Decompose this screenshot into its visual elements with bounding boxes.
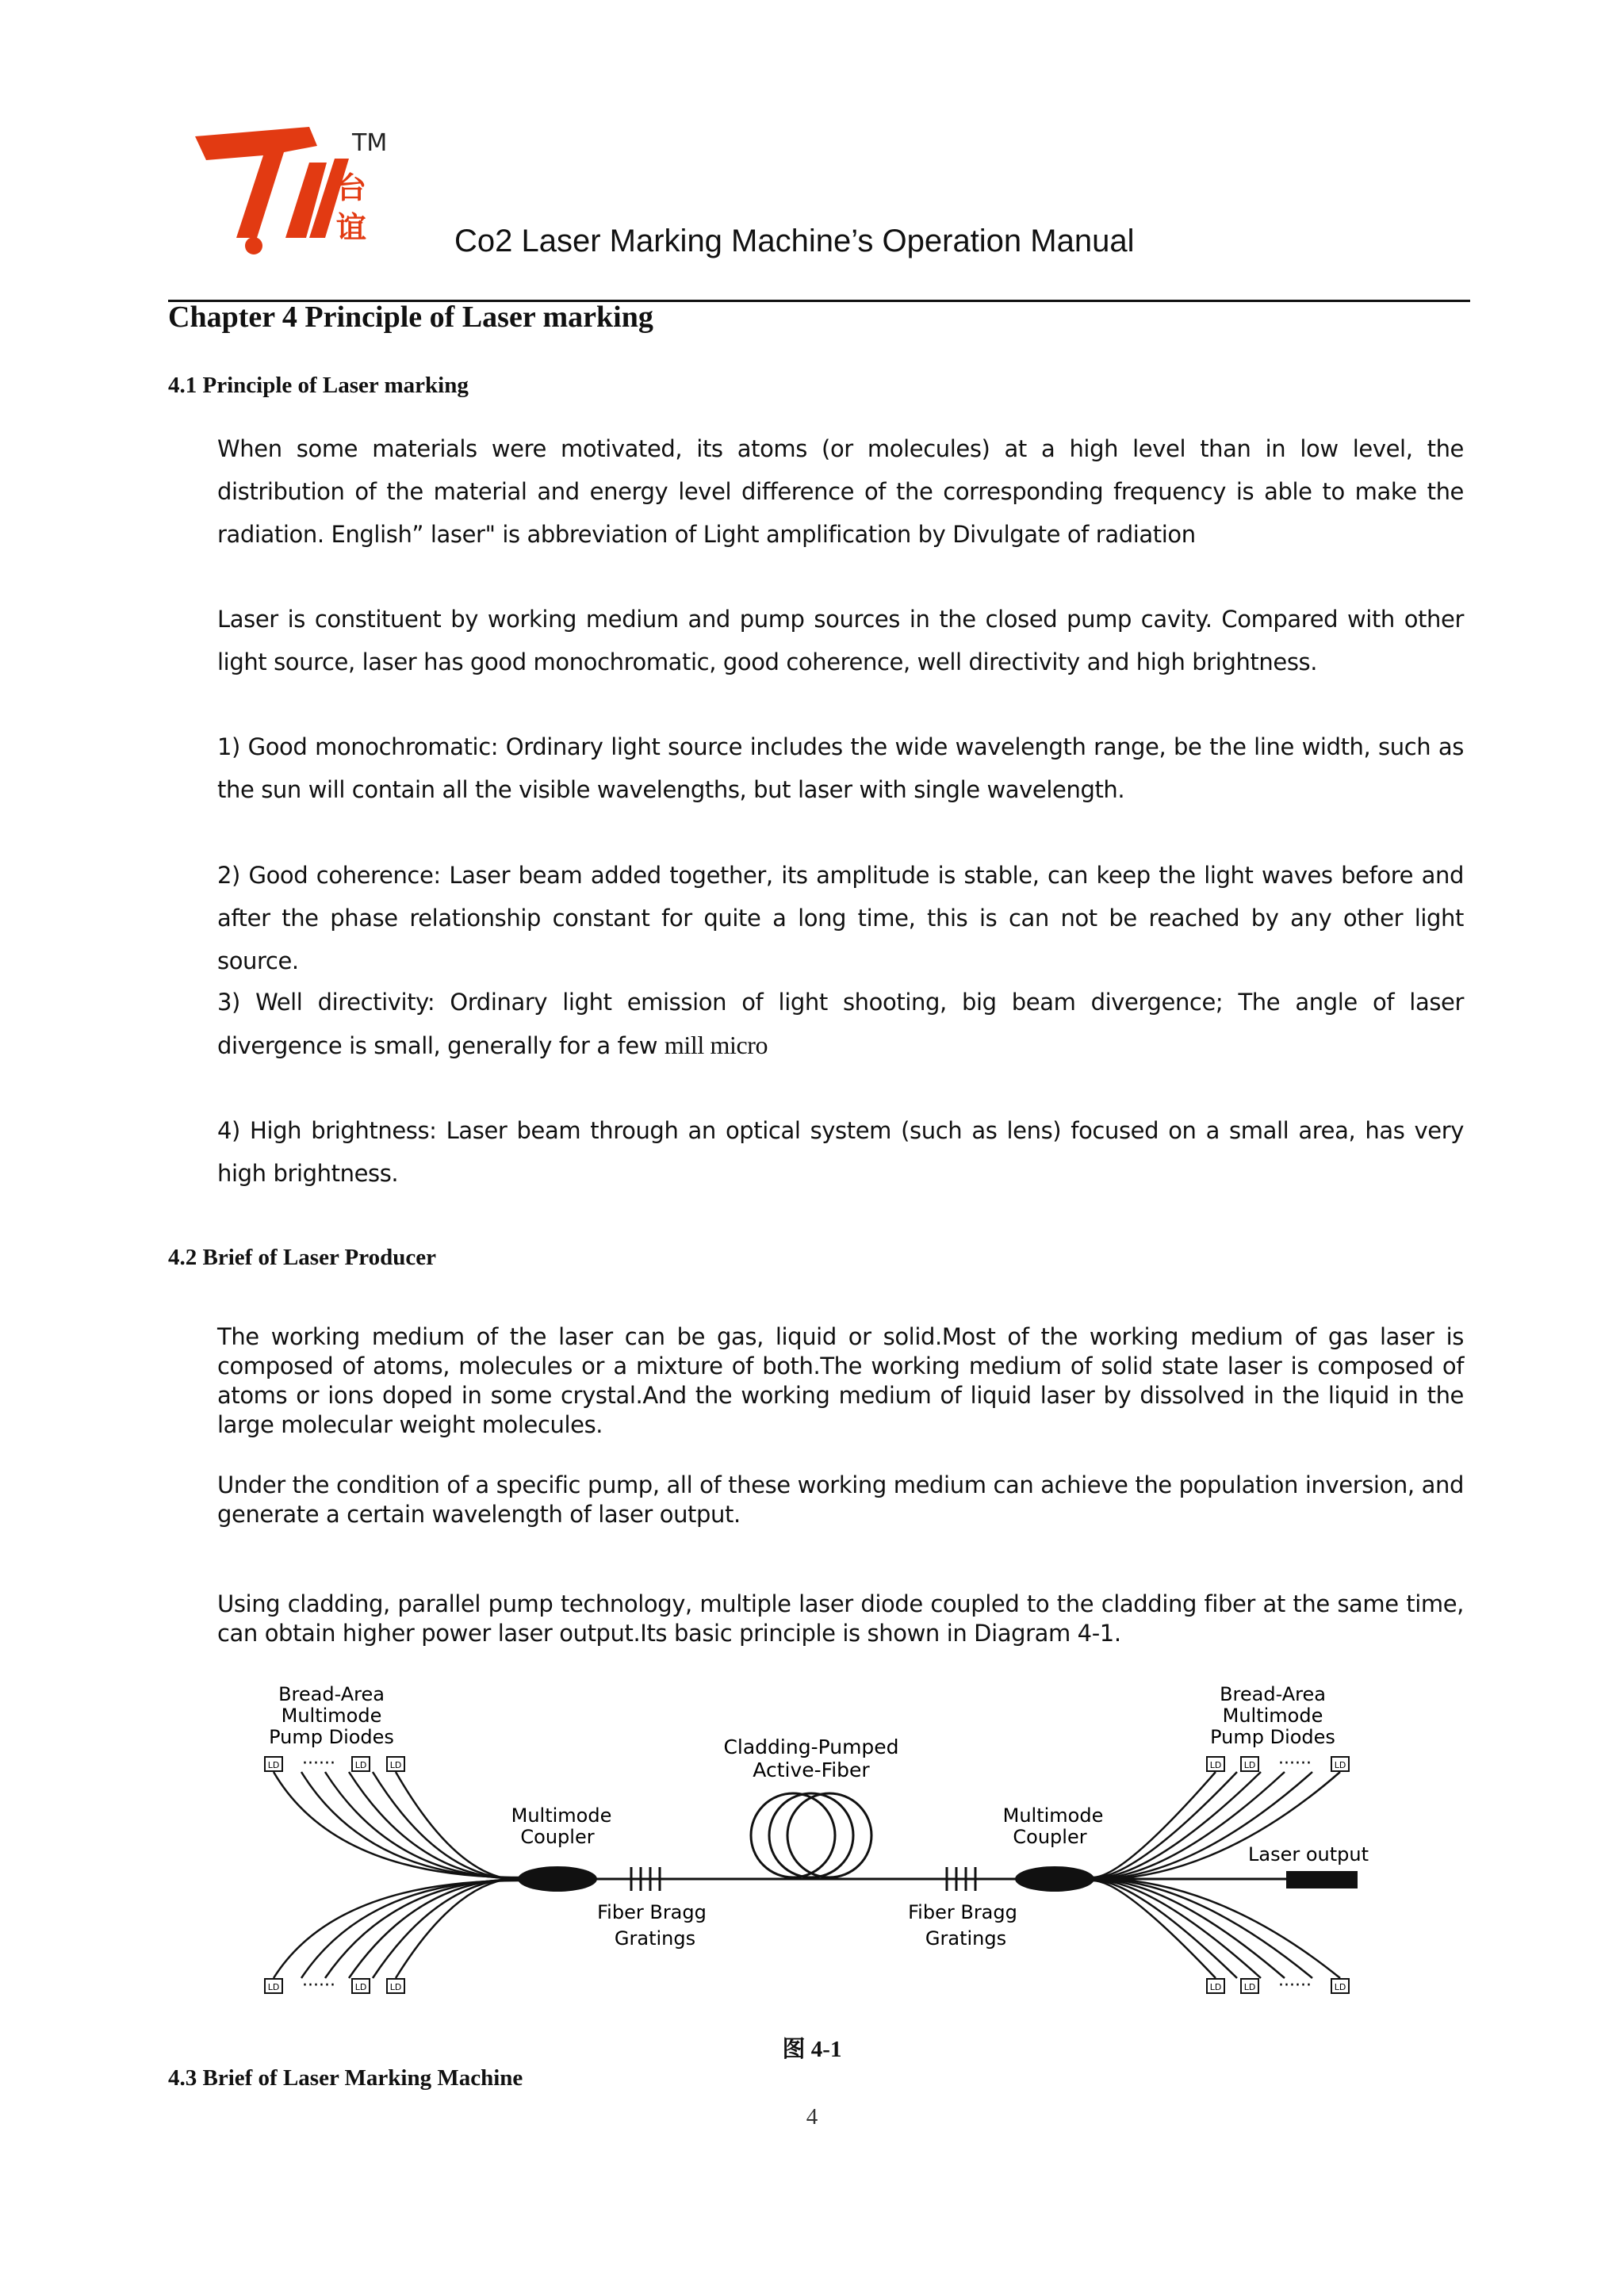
left-top-diode-1 (352, 1757, 370, 1771)
section-heading-4-3: 4.3 Brief of Laser Marking Machine (168, 2065, 523, 2091)
fiber-coil (751, 1793, 871, 1877)
diode-label: LD (1209, 1982, 1222, 1992)
diode-label: LD (389, 1982, 402, 1992)
left-bottom-diode-ellipsis: ······ (302, 1976, 335, 1996)
right-pump-label-line1: Bread-Area (1220, 1683, 1326, 1705)
logo-tm: TM (352, 129, 388, 157)
section-heading-4-2: 4.2 Brief of Laser Producer (168, 1245, 436, 1270)
left-pump-label-line1: Bread-Area (278, 1683, 385, 1705)
paragraph-working-medium: The working medium of the laser can be gas, liquid or solid.Most of the working medium of gas laser is composed of atoms, molecules or a mixture of both.The working medium of solid state laser is composed of atoms or ions doped in some crystal.And the working medium of liquid laser by dissolved in the liquid in the large molecular weight molecules. (217, 1323, 1464, 1438)
right-bottom-diode-ellipsis: ······ (1278, 1976, 1312, 1996)
logo-glyph-bottom: 谊 (336, 210, 367, 245)
logo-glyph-top: 台 (336, 170, 367, 205)
logo-dot (245, 237, 262, 254)
right-pump-label-line3: Pump Diodes (1210, 1726, 1335, 1748)
right-bottom-diode-1 (1241, 1979, 1258, 1993)
right-top-diode-ellipsis: ······ (1278, 1754, 1312, 1774)
left-pump-label-line2: Multimode (281, 1705, 382, 1727)
right-pump-label-line2: Multimode (1222, 1705, 1323, 1727)
left-top-diode-ellipsis: ······ (302, 1754, 335, 1774)
diode-label: LD (267, 1760, 280, 1770)
left-bottom-diode-1 (352, 1979, 370, 1993)
section-heading-4-1: 4.1 Principle of Laser marking (168, 373, 469, 398)
laser-output-block (1286, 1871, 1358, 1888)
right-coupler (1015, 1866, 1094, 1892)
diode-label: LD (267, 1982, 280, 1992)
diode-label: LD (1334, 1982, 1346, 1992)
diode-label: LD (389, 1760, 402, 1770)
diode-label: LD (1334, 1760, 1346, 1770)
left-pump-label-line3: Pump Diodes (269, 1726, 394, 1748)
paragraph-coherence: 2) Good coherence: Laser beam added together, its amplitude is stable, can keep the light waves before and after the phase relationship constant for quite a long time, this is can not be reached by any other light source. (217, 862, 1464, 974)
fiber-label-line1: Cladding-Pumped (723, 1735, 899, 1758)
page-number: 4 (806, 2104, 818, 2130)
right-grating-label-line1: Fiber Bragg (908, 1901, 1017, 1923)
left-top-diode-2 (387, 1757, 404, 1771)
logo-mark (195, 127, 349, 238)
paragraph-cladding-pump: Using cladding, parallel pump technology, multiple laser diode coupled to the cladding fiber at the same time, can obtain higher power laser output.Its basic principle is shown in Diagram 4-1. (217, 1590, 1464, 1647)
fiber-label-line2: Active-Fiber (753, 1758, 870, 1781)
paragraph-directivity (217, 981, 1464, 1067)
left-coupler-label-line1: Multimode (511, 1804, 612, 1827)
right-coupler-label-line2: Coupler (1013, 1826, 1087, 1848)
company-logo (190, 119, 404, 258)
directivity-text: 3) Well directivity: Ordinary light emission of light shooting, big beam divergence; The angle of laser divergence is small, generally for a few (217, 989, 1464, 1059)
paragraph-laser-definition: When some materials were motivated, its atoms (or molecules) at a high level than in low level, the distribution of the material and energy level difference of the corresponding frequency is able to make the radiation. English” laser" is abbreviation of Light amplification by Divulgate of radiation (217, 435, 1464, 548)
diode-label: LD (1243, 1982, 1256, 1992)
left-bottom-diode-2 (387, 1979, 404, 1993)
paragraph-population-inversion: Under the condition of a specific pump, all of these working medium can achieve the population inversion, and generate a certain wavelength of laser output. (217, 1471, 1464, 1528)
right-bottom-diode-0 (1207, 1979, 1224, 1993)
right-coupler-label-line1: Multimode (1002, 1804, 1104, 1827)
diode-label: LD (1243, 1760, 1256, 1770)
laser-output-label: Laser output (1247, 1843, 1369, 1866)
left-bottom-diode-0 (265, 1979, 282, 1993)
directivity-unit: mill micro (664, 1031, 768, 1059)
right-grating-label-line2: Gratings (925, 1927, 1007, 1950)
left-top-diode-0 (265, 1757, 282, 1771)
paragraph-laser-constituent: Laser is constituent by working medium and pump sources in the closed pump cavity. Compared with other light source, laser has good monochromatic, good coherence, well directivity and high brightness. (217, 606, 1464, 675)
figure-caption: 图 4-1 (782, 2037, 842, 2062)
left-grating-label-line1: Fiber Bragg (597, 1901, 707, 1923)
right-top-diode-2 (1331, 1757, 1349, 1771)
chapter-heading: Chapter 4 Principle of Laser marking (168, 300, 653, 334)
right-top-diode-1 (1241, 1757, 1258, 1771)
left-grating-label-line2: Gratings (614, 1927, 696, 1950)
right-top-diode-0 (1207, 1757, 1224, 1771)
paragraph-monochromatic: 1) Good monochromatic: Ordinary light source includes the wide wavelength range, be the line width, such as the sun will contain all the visible wavelengths, but laser with single wavelength. (217, 733, 1464, 803)
fiber-laser-diagram (238, 1665, 1396, 2014)
diode-label: LD (1209, 1760, 1222, 1770)
diode-label: LD (354, 1982, 367, 1992)
right-bottom-diode-2 (1331, 1979, 1349, 1993)
left-coupler (518, 1866, 597, 1892)
paragraph-brightness: 4) High brightness: Laser beam through an optical system (such as lens) focused on a small area, has very high brightness. (217, 1117, 1464, 1187)
document-title: Co2 Laser Marking Machine’s Operation Manual (454, 224, 1135, 258)
left-coupler-label-line2: Coupler (520, 1826, 595, 1848)
diode-label: LD (354, 1760, 367, 1770)
